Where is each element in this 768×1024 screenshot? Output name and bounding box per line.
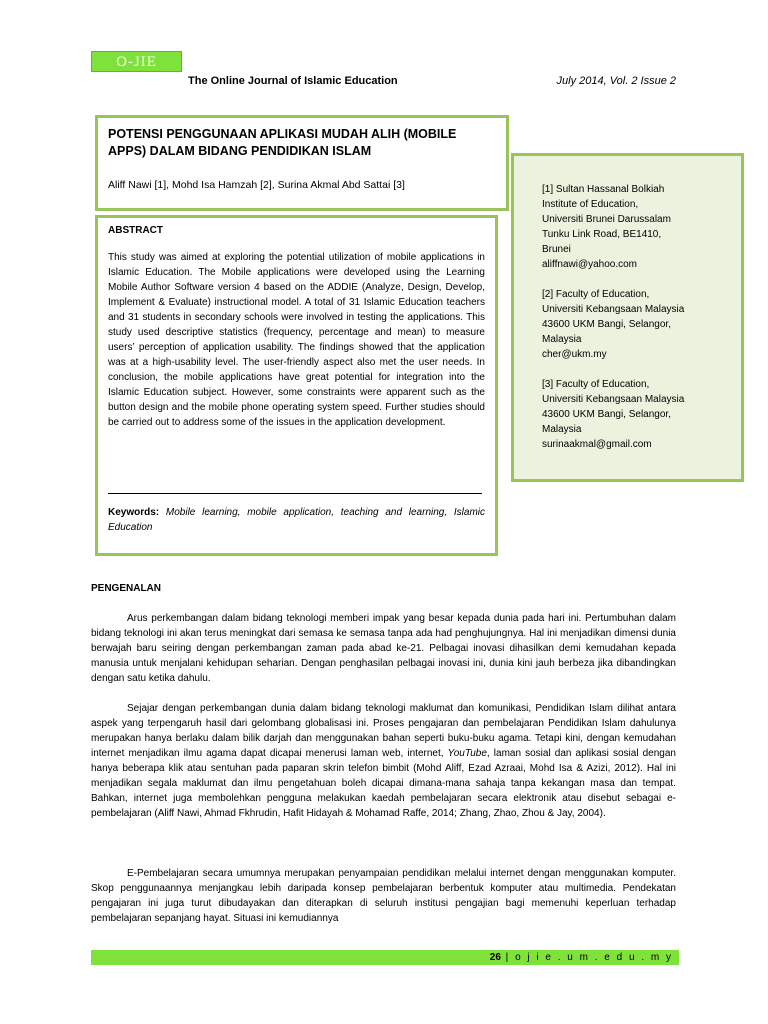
authors: Aliff Nawi [1], Mohd Isa Hamzah [2], Surina Akmal Abd Sattai [3]	[108, 179, 405, 191]
affiliation-line: Universiti Kebangsaan Malaysia	[542, 304, 685, 315]
affiliation-1	[542, 182, 731, 272]
keywords-label: Keywords:	[108, 507, 160, 518]
affiliation-line: Malaysia	[542, 424, 582, 435]
abstract-box	[95, 215, 498, 556]
footer-site: o j i e . u m . e d u . m y	[515, 952, 673, 963]
body-paragraph-3: E-Pembelajaran secara umumnya merupakan penyampaian pendidikan melalui internet dengan menggunakan komputer. Skop penggunaannya menjangkau lebih daripada konsep pembelajaran berbentuk komputer atau multimedia. Pendekatan pengajaran ini juga turut dibudayakan dan diterapkan di seluruh institusi pengajian bagi memenuhi keperluan terhadap pembelajaran sepanjang hayat. Situasi ini kemudiannya	[91, 868, 676, 924]
affiliation-line: cher@ukm.my	[542, 349, 607, 360]
body-paragraph-1: Arus perkembangan dalam bidang teknologi memberi impak yang besar kepada dunia pada hari ini. Pertumbuhan dalam bidang teknologi ini akan terus meningkat dari semasa ke semasa tanpa ada had penghujungnya. Hal ini menjadikan dimensi dunia berwajah baru seiring dengan perkembangan zaman pada abad ke-21. Pelbagai inovasi dihasilkan demi kemudahan kepada manusia untuk menjalani kehidupan seharian. Dengan penghasilan pelbagai inovasi ini, dunia kini jauh berbeza jika dibandingkan dengan satu ketika dahulu.	[91, 613, 676, 684]
affiliation-line: [2] Faculty of Education,	[542, 289, 650, 300]
section-heading: PENGENALAN	[91, 583, 162, 594]
keywords-divider	[108, 493, 482, 494]
affiliation-line: Institute of Education,	[542, 199, 639, 210]
affiliation-line: Malaysia	[542, 334, 582, 345]
keywords-text: Mobile learning, mobile application, teaching and learning, Islamic Education	[108, 507, 486, 533]
affiliation-line: Universiti Kebangsaan Malaysia	[542, 394, 685, 405]
footer-bar	[91, 950, 679, 965]
affiliation-line: [3] Faculty of Education,	[542, 379, 650, 390]
paragraph-text: Sejajar dengan perkembangan dunia dalam bidang teknologi maklumat dan komunikasi, Pendidikan Islam dilihat antara aspek yang terpengaruh hasil dari gelombang globalisasi ini. Proses pengajaran dan pembelajaran Pendidikan Islam dahulunya merupakan hanya berlaku dalam bilik darjah dan menggunakan bahan seperti buku-buku agama. Tetapi kini, dengan kemudahan internet menjadikan ilmu agama dapat dicapai menerusi laman web, internet,	[91, 703, 676, 759]
affiliation-line: [1] Sultan Hassanal Bolkiah	[542, 184, 665, 195]
footer-separator: |	[500, 952, 516, 963]
affiliation-line: aliffnawi@yahoo.com	[542, 259, 638, 270]
paper-title: POTENSI PENGGUNAAN APLIKASI MUDAH ALIH (MOBILE APPS) DALAM BIDANG PENDIDIKAN ISLAM	[108, 127, 457, 158]
affiliation-line: Universiti Brunei Darussalam	[542, 214, 671, 225]
abstract-heading: ABSTRACT	[108, 225, 163, 236]
affiliations-box	[511, 153, 744, 482]
affiliation-2	[542, 287, 731, 362]
page-number: 26	[489, 952, 501, 963]
affiliation-line: 43600 UKM Bangi, Selangor,	[542, 409, 671, 420]
affiliation-line: 43600 UKM Bangi, Selangor,	[542, 319, 671, 330]
journal-name: The Online Journal of Islamic Education	[188, 75, 398, 87]
title-box	[95, 115, 509, 211]
affiliation-line: Brunei	[542, 244, 571, 255]
journal-logo: O-JIE	[91, 51, 182, 72]
issue-info: July 2014, Vol. 2 Issue 2	[556, 75, 676, 87]
paragraph-emphasis: YouTube	[447, 748, 487, 759]
affiliation-line: Tunku Link Road, BE1410,	[542, 229, 662, 240]
abstract-text: This study was aimed at exploring the potential utilization of mobile applications in Islamic Education. The Mobile applications were developed using the Learning Mobile Author Software version 4 based on the ADDIE (Analyze, Design, Develop, Implement & Evaluate) instructional model. A total of 31 Islamic Education teachers and 31 students in secondary schools were involved in testing the applications. This study used descriptive statistics (frequency, percentage and mean) to measure users’ perception of application usability. The findings showed that the application was at a high-usability level. The user-friendly aspect also met the user needs. In conclusion, the mobile applications have great potential for integration into the Islamic Education subject. However, some constraints were apparent such as the button design and the mobile phone operating system speed. Further studies should be carried out to address some of the issues in the application development.	[108, 252, 485, 428]
keywords	[108, 505, 485, 535]
footer-text	[490, 950, 673, 965]
paragraph-text: , laman sosial dan aplikasi sosial dengan hanya beberapa klik atau sentuhan pada paparan skrin telefon bimbit (Mohd Aliff, Ezad Azraai, Mohd Isa & Azizi, 2012). Hal ini menjadikan segala maklumat dan ilmu pengetahuan boleh dicapai dimana-mana sahaja tanpa kekangan masa dan tempat. Bahkan, internet juga membolehkan pengguna melakukan kaedah pembelajaran secara elektronik atau disebut sebagai e-pembelajaran (Aliff Nawi, Ahmad Fkhrudin, Hafit Hidayah & Mohamad Raffe, 2014; Zhang, Zhao, Zhou & Jay, 2004).	[91, 748, 676, 819]
body-paragraph-2	[91, 701, 676, 821]
affiliation-line: surinaakmal@gmail.com	[542, 439, 652, 450]
affiliation-3	[542, 377, 731, 452]
